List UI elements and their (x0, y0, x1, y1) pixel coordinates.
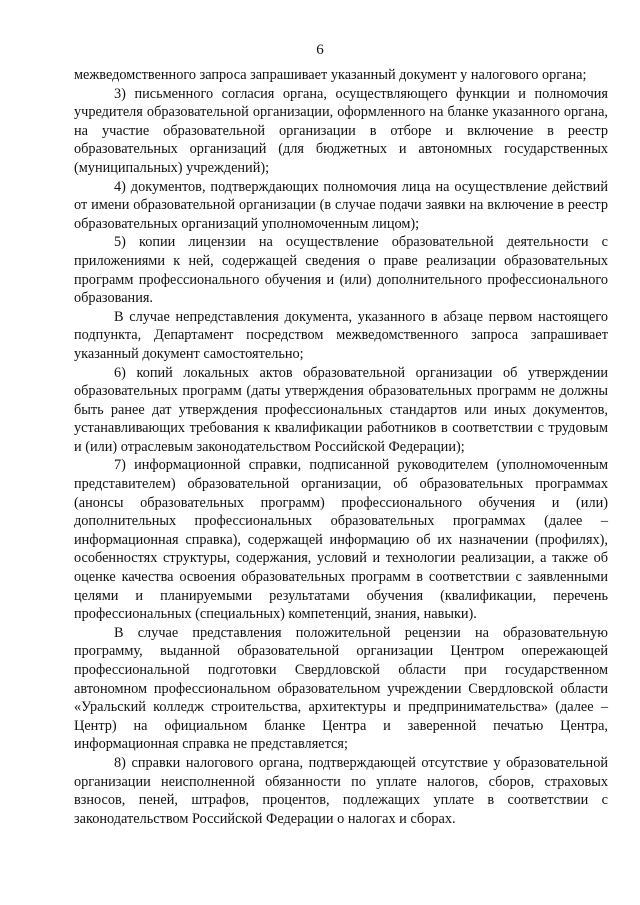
page-number: 6 (316, 42, 324, 58)
paragraph-note-review: В случае представления положительной рецензии на образовательную программу, выданной образовательной организации Центром опережающей профессиональной подготовки Свердловской области при государственном автономном профессиональном образовательном учреждении Свердловской области «Уральский колледж строительства, архитектуры и предпринимательства» (далее – Центр) на официальном бланке Центра и заверенной печатью Центра, информационная справка не представляется; (74, 624, 608, 753)
paragraph-item-8: 8) справки налогового органа, подтверждающей отсутствие у образовательной организации неисполненной обязанности по уплате налогов, сборов, страховых взносов, пеней, штрафов, процентов, подлежащих уплате в соответствии с законодательством Российской Федерации о налогах и сборах. (74, 754, 608, 827)
paragraph-item-4: 4) документов, подтверждающих полномочия лица на осуществление действий от имени образовательной организации (в случае подачи заявки на включение в реестр образовательных организаций уполномоченным лицом); (74, 178, 608, 232)
paragraph-note-missing-document: В случае непредставления документа, указанного в абзаце первом настоящего подпункта, Департамент посредством межведомственного запроса запрашивает указанный документ самостоятельно; (74, 308, 608, 362)
paragraph-item-7: 7) информационной справки, подписанной руководителем (уполномоченным представителем) образовательной организации, об образовательных программах (анонсы образовательных программ) профессионального обучения и (или) дополнительных профессиональных образовательных программах (далее – информационная справка), содержащей информацию об их назначении (профилях), особенностях структуры, содержания, условий и технологии реализации, а также об оценке качества освоения образовательных программ в соответствии с заявленными целями и планируемыми результатами обучения (квалификации, перечень профессиональных (специальных) компетенций, знания, навыки). (74, 457, 608, 623)
document-body (74, 66, 608, 828)
paragraph-item-6: 6) копий локальных актов образовательной организации об утверждении образовательных программ (даты утверждения образовательных программ не должны быть ранее дат утверждения профессиональных стандартов или иных документов, устанавливающих требования к квалификации работников в соответствии с трудовым и (или) отраслевым законодательством Российской Федерации); (74, 364, 608, 455)
paragraph-item-3: 3) письменного согласия органа, осуществляющего функции и полномочия учредителя образовательной организации, оформленного на бланке указанного органа, на участие образовательной организации в отборе и включение в реестр образовательных организаций (для бюджетных и автономных государственных (муниципальных) учреждений); (74, 85, 608, 176)
paragraph-item-5: 5) копии лицензии на осуществление образовательной деятельности с приложениями к ней, содержащей сведения о праве реализации образовательных программ профессионального обучения и (или) дополнительного профессионального образования. (74, 234, 608, 307)
paragraph-continuation: межведомственного запроса запрашивает указанный документ у налогового органа; (74, 67, 587, 83)
